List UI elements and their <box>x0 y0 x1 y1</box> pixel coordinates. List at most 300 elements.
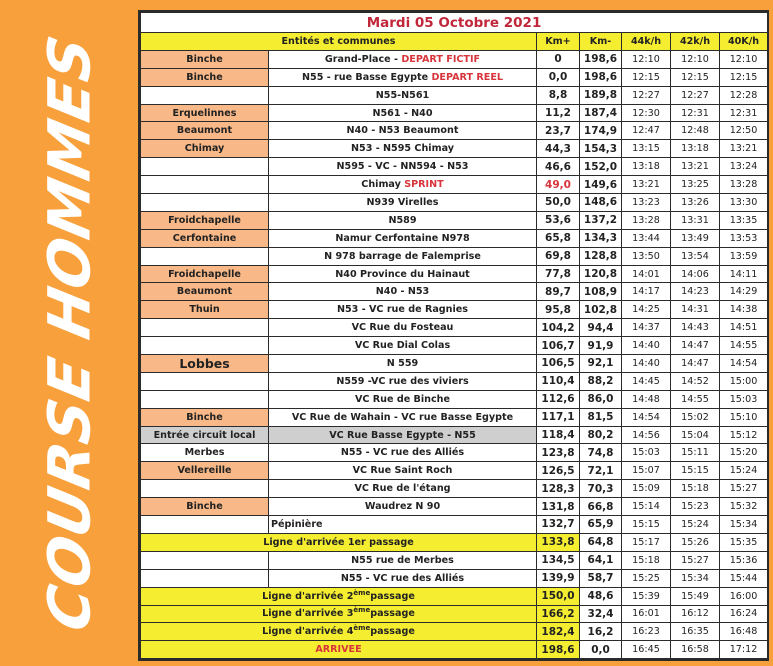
km-minus-cell: 187,4 <box>580 104 622 122</box>
entity-cell: Beaumont <box>141 122 269 140</box>
side-title-text: COURSE HOMMES <box>35 29 104 637</box>
place-label: N559 -VC rue des viviers <box>336 375 469 387</box>
time-42-cell: 13:21 <box>671 158 720 176</box>
km-plus-cell: 46,6 <box>537 158 580 176</box>
time-42-cell: 15:02 <box>671 408 720 426</box>
place-label: VC Rue de Binche <box>354 393 451 405</box>
entity-cell: Merbes <box>141 444 269 462</box>
table-row <box>141 122 768 140</box>
km-minus-cell: 134,3 <box>580 229 622 247</box>
time-44-cell: 14:17 <box>622 283 671 301</box>
place-cell <box>269 462 537 480</box>
place-label: N595 - VC - NN594 - N53 <box>336 161 469 173</box>
time-40-cell: 12:10 <box>720 50 768 68</box>
time-42-cell: 15:34 <box>671 569 720 587</box>
place-suffix: passage <box>370 608 415 620</box>
km-minus-cell: 16,2 <box>580 623 622 641</box>
table-row <box>141 158 768 176</box>
place-cell <box>269 516 537 534</box>
time-42-cell: 15:18 <box>671 480 720 498</box>
km-plus-cell: 106,7 <box>537 337 580 355</box>
km-plus-cell: 132,7 <box>537 516 580 534</box>
km-minus-cell: 64,8 <box>580 533 622 551</box>
time-40-cell: 15:44 <box>720 569 768 587</box>
table-row <box>141 176 768 194</box>
table-row <box>141 337 768 355</box>
place-cell <box>269 480 537 498</box>
km-plus-cell: 23,7 <box>537 122 580 140</box>
km-minus-cell: 48,6 <box>580 587 622 605</box>
time-44-cell: 16:01 <box>622 605 671 623</box>
time-40-cell: 12:50 <box>720 122 768 140</box>
km-minus-cell: 81,5 <box>580 408 622 426</box>
time-44-cell: 15:39 <box>622 587 671 605</box>
entity-cell: Beaumont <box>141 283 269 301</box>
table-row <box>141 50 768 68</box>
time-40-cell: 15:00 <box>720 372 768 390</box>
table-row <box>141 140 768 158</box>
km-plus-cell: 44,3 <box>537 140 580 158</box>
table-row <box>141 229 768 247</box>
km-minus-cell: 198,6 <box>580 50 622 68</box>
km-plus-cell: 139,9 <box>537 569 580 587</box>
place-cell <box>269 176 537 194</box>
place-cell <box>269 498 537 516</box>
place-label: N40 - N53 Beaumont <box>346 125 459 137</box>
place-cell <box>141 623 537 641</box>
km-plus-cell: 128,3 <box>537 480 580 498</box>
entity-cell: Binche <box>141 50 269 68</box>
header-km-minus: Km- <box>580 33 622 51</box>
place-label: N939 Virelles <box>366 196 439 208</box>
time-42-cell: 15:15 <box>671 462 720 480</box>
place-cell <box>269 426 537 444</box>
time-40-cell: 17:12 <box>720 641 768 659</box>
time-44-cell: 13:21 <box>622 176 671 194</box>
entity-cell <box>141 86 269 104</box>
time-42-cell: 15:49 <box>671 587 720 605</box>
table-row <box>141 319 768 337</box>
time-40-cell: 16:48 <box>720 623 768 641</box>
entity-cell <box>141 551 269 569</box>
place-label: Ligne d'arrivée 1er passage <box>263 536 414 548</box>
entity-cell: Thuin <box>141 301 269 319</box>
time-40-cell: 14:51 <box>720 319 768 337</box>
km-minus-cell: 128,8 <box>580 247 622 265</box>
km-plus-cell: 0 <box>537 50 580 68</box>
km-minus-cell: 65,9 <box>580 516 622 534</box>
time-42-cell: 12:31 <box>671 104 720 122</box>
place-label: Chimay <box>361 179 405 191</box>
km-minus-cell: 0,0 <box>580 641 622 659</box>
km-plus-cell: 50,0 <box>537 194 580 212</box>
time-42-cell: 12:10 <box>671 50 720 68</box>
km-plus-cell: 95,8 <box>537 301 580 319</box>
place-cell <box>269 50 537 68</box>
table-row <box>141 68 768 86</box>
time-40-cell: 13:28 <box>720 176 768 194</box>
km-minus-cell: 64,1 <box>580 551 622 569</box>
km-minus-cell: 32,4 <box>580 605 622 623</box>
place-label: N55 rue de Merbes <box>351 554 454 566</box>
time-40-cell: 14:11 <box>720 265 768 283</box>
place-cell <box>269 104 537 122</box>
km-plus-cell: 8,8 <box>537 86 580 104</box>
place-label: Waudrez N 90 <box>364 501 441 513</box>
time-40-cell: 13:21 <box>720 140 768 158</box>
time-44-cell: 13:44 <box>622 229 671 247</box>
table-row <box>141 355 768 373</box>
place-label: VC Rue Saint Roch <box>352 465 453 477</box>
time-44-cell: 13:15 <box>622 140 671 158</box>
place-label: VC Rue de l'étang <box>354 483 451 495</box>
time-40-cell: 15:35 <box>720 533 768 551</box>
time-40-cell: 12:31 <box>720 104 768 122</box>
time-42-cell: 13:26 <box>671 194 720 212</box>
time-42-cell: 14:47 <box>671 355 720 373</box>
place-label: Pépinière <box>271 518 323 530</box>
time-44-cell: 14:40 <box>622 337 671 355</box>
header-entites: Entités et communes <box>141 33 537 51</box>
place-label: N55 - VC rue des Alliés <box>340 572 465 584</box>
time-42-cell: 13:54 <box>671 247 720 265</box>
time-42-cell: 13:49 <box>671 229 720 247</box>
time-44-cell: 14:45 <box>622 372 671 390</box>
km-minus-cell: 148,6 <box>580 194 622 212</box>
time-42-cell: 13:18 <box>671 140 720 158</box>
time-44-cell: 15:14 <box>622 498 671 516</box>
km-plus-cell: 11,2 <box>537 104 580 122</box>
km-minus-cell: 66,8 <box>580 498 622 516</box>
time-44-cell: 15:17 <box>622 533 671 551</box>
time-44-cell: 15:03 <box>622 444 671 462</box>
place-cell <box>269 569 537 587</box>
place-ordinal: ème <box>353 624 371 633</box>
place-cell <box>269 158 537 176</box>
time-40-cell: 15:20 <box>720 444 768 462</box>
time-44-cell: 13:50 <box>622 247 671 265</box>
km-plus-cell: 49,0 <box>537 176 580 194</box>
time-44-cell: 12:30 <box>622 104 671 122</box>
schedule-table <box>140 12 768 659</box>
time-40-cell: 14:55 <box>720 337 768 355</box>
table-row <box>141 372 768 390</box>
place-label: N 559 <box>386 357 419 369</box>
place-cell <box>269 444 537 462</box>
entity-cell: Binche <box>141 68 269 86</box>
place-label: N55 - VC rue des Alliés <box>340 447 465 459</box>
place-cell <box>269 408 537 426</box>
km-plus-cell: 123,8 <box>537 444 580 462</box>
table-row <box>141 462 768 480</box>
time-44-cell: 15:18 <box>622 551 671 569</box>
km-plus-cell: 182,4 <box>537 623 580 641</box>
table-row <box>141 408 768 426</box>
table-row <box>141 444 768 462</box>
place-label: Ligne d'arrivée 2 <box>262 590 354 602</box>
place-cell <box>141 587 537 605</box>
table-row <box>141 86 768 104</box>
place-highlight: ARRIVEE <box>315 644 362 656</box>
km-minus-cell: 86,0 <box>580 390 622 408</box>
km-minus-cell: 152,0 <box>580 158 622 176</box>
km-minus-cell: 149,6 <box>580 176 622 194</box>
place-highlight: DEPART REEL <box>431 71 504 83</box>
place-ordinal: ème <box>353 606 371 615</box>
table-row <box>141 265 768 283</box>
km-minus-cell: 154,3 <box>580 140 622 158</box>
schedule-rows <box>141 50 768 658</box>
time-44-cell: 12:47 <box>622 122 671 140</box>
place-cell <box>269 372 537 390</box>
km-plus-cell: 53,6 <box>537 211 580 229</box>
time-40-cell: 14:38 <box>720 301 768 319</box>
km-plus-cell: 112,6 <box>537 390 580 408</box>
time-44-cell: 16:45 <box>622 641 671 659</box>
table-row <box>141 104 768 122</box>
time-44-cell: 13:23 <box>622 194 671 212</box>
time-44-cell: 15:15 <box>622 516 671 534</box>
time-44-cell: 14:48 <box>622 390 671 408</box>
table-row <box>141 533 768 551</box>
time-42-cell: 14:43 <box>671 319 720 337</box>
place-cell <box>141 605 537 623</box>
place-label: VC Rue Basse Egypte - N55 <box>329 429 476 441</box>
place-cell <box>269 211 537 229</box>
km-minus-cell: 92,1 <box>580 355 622 373</box>
km-minus-cell: 80,2 <box>580 426 622 444</box>
km-minus-cell: 88,2 <box>580 372 622 390</box>
entity-cell: Froidchapelle <box>141 265 269 283</box>
place-label: N40 - N53 <box>375 286 430 298</box>
entity-cell: Chimay <box>141 140 269 158</box>
place-label: N55 - rue Basse Egypte <box>301 71 432 83</box>
time-40-cell: 15:36 <box>720 551 768 569</box>
place-cell <box>269 355 537 373</box>
km-minus-cell: 198,6 <box>580 68 622 86</box>
table-row <box>141 605 768 623</box>
time-44-cell: 16:23 <box>622 623 671 641</box>
time-40-cell: 13:30 <box>720 194 768 212</box>
time-42-cell: 14:52 <box>671 372 720 390</box>
place-cell <box>269 390 537 408</box>
entity-cell <box>141 337 269 355</box>
time-40-cell: 15:32 <box>720 498 768 516</box>
km-plus-cell: 104,2 <box>537 319 580 337</box>
km-plus-cell: 150,0 <box>537 587 580 605</box>
table-row <box>141 301 768 319</box>
table-row <box>141 480 768 498</box>
place-label: VC Rue du Fosteau <box>351 322 454 334</box>
time-40-cell: 13:24 <box>720 158 768 176</box>
km-minus-cell: 74,8 <box>580 444 622 462</box>
place-label: Ligne d'arrivée 3 <box>262 608 354 620</box>
time-40-cell: 13:53 <box>720 229 768 247</box>
table-row <box>141 211 768 229</box>
time-44-cell: 13:28 <box>622 211 671 229</box>
time-40-cell: 15:12 <box>720 426 768 444</box>
entity-cell: Erquelinnes <box>141 104 269 122</box>
place-cell <box>269 229 537 247</box>
table-row <box>141 498 768 516</box>
km-plus-cell: 133,8 <box>537 533 580 551</box>
time-42-cell: 15:24 <box>671 516 720 534</box>
entity-cell: Binche <box>141 408 269 426</box>
time-42-cell: 12:48 <box>671 122 720 140</box>
table-row <box>141 194 768 212</box>
time-42-cell: 15:27 <box>671 551 720 569</box>
km-minus-cell: 174,9 <box>580 122 622 140</box>
km-plus-cell: 89,7 <box>537 283 580 301</box>
header-speed-44: 44k/h <box>622 33 671 51</box>
time-44-cell: 13:18 <box>622 158 671 176</box>
km-plus-cell: 106,5 <box>537 355 580 373</box>
km-plus-cell: 0,0 <box>537 68 580 86</box>
time-42-cell: 13:31 <box>671 211 720 229</box>
place-cell <box>269 122 537 140</box>
place-label: N 978 barrage de Falemprise <box>324 250 481 262</box>
entity-cell <box>141 372 269 390</box>
time-44-cell: 14:54 <box>622 408 671 426</box>
place-cell <box>269 265 537 283</box>
km-minus-cell: 72,1 <box>580 462 622 480</box>
time-42-cell: 15:04 <box>671 426 720 444</box>
entity-cell: Lobbes <box>141 355 269 373</box>
place-ordinal: ème <box>353 588 371 597</box>
table-row <box>141 247 768 265</box>
time-42-cell: 14:55 <box>671 390 720 408</box>
time-44-cell: 15:25 <box>622 569 671 587</box>
entity-cell <box>141 158 269 176</box>
side-title <box>8 2 130 664</box>
entity-cell: Entrée circuit local <box>141 426 269 444</box>
place-label: N55-N561 <box>375 89 430 101</box>
time-40-cell: 15:10 <box>720 408 768 426</box>
place-cell <box>269 68 537 86</box>
km-plus-cell: 77,8 <box>537 265 580 283</box>
place-label: N53 - N595 Chimay <box>350 143 455 155</box>
time-42-cell: 14:47 <box>671 337 720 355</box>
km-minus-cell: 137,2 <box>580 211 622 229</box>
time-42-cell: 14:23 <box>671 283 720 301</box>
place-cell <box>269 301 537 319</box>
place-cell <box>269 86 537 104</box>
place-label: Ligne d'arrivée 4 <box>262 626 354 638</box>
header-speed-40: 40K/h <box>720 33 768 51</box>
time-42-cell: 16:35 <box>671 623 720 641</box>
table-row <box>141 623 768 641</box>
table-row <box>141 587 768 605</box>
entity-cell <box>141 247 269 265</box>
place-suffix: passage <box>370 626 415 638</box>
place-suffix: passage <box>370 590 415 602</box>
time-44-cell: 12:27 <box>622 86 671 104</box>
time-44-cell: 14:37 <box>622 319 671 337</box>
place-cell <box>269 337 537 355</box>
time-44-cell: 14:25 <box>622 301 671 319</box>
time-40-cell: 16:24 <box>720 605 768 623</box>
entity-cell <box>141 569 269 587</box>
time-40-cell: 13:35 <box>720 211 768 229</box>
entity-cell <box>141 390 269 408</box>
time-40-cell: 12:15 <box>720 68 768 86</box>
table-row <box>141 516 768 534</box>
time-44-cell: 12:10 <box>622 50 671 68</box>
time-40-cell: 16:00 <box>720 587 768 605</box>
entity-cell <box>141 516 269 534</box>
km-plus-cell: 117,1 <box>537 408 580 426</box>
place-label: N40 Province du Hainaut <box>335 268 470 280</box>
time-44-cell: 12:15 <box>622 68 671 86</box>
table-row <box>141 390 768 408</box>
header-row <box>141 33 768 51</box>
place-label: VC Rue Dial Colas <box>354 340 451 352</box>
table-row <box>141 569 768 587</box>
place-label: VC Rue de Wahain - VC rue Basse Egypte <box>291 411 514 423</box>
km-plus-cell: 198,6 <box>537 641 580 659</box>
km-minus-cell: 189,8 <box>580 86 622 104</box>
km-plus-cell: 65,8 <box>537 229 580 247</box>
time-44-cell: 15:09 <box>622 480 671 498</box>
km-plus-cell: 166,2 <box>537 605 580 623</box>
time-42-cell: 15:23 <box>671 498 720 516</box>
table-row <box>141 641 768 659</box>
entity-cell <box>141 319 269 337</box>
time-42-cell: 16:12 <box>671 605 720 623</box>
place-cell <box>141 533 537 551</box>
time-42-cell: 12:15 <box>671 68 720 86</box>
time-42-cell: 16:58 <box>671 641 720 659</box>
time-44-cell: 14:56 <box>622 426 671 444</box>
km-plus-cell: 69,8 <box>537 247 580 265</box>
km-minus-cell: 102,8 <box>580 301 622 319</box>
time-40-cell: 13:59 <box>720 247 768 265</box>
entity-cell: Vellereille <box>141 462 269 480</box>
km-plus-cell: 110,4 <box>537 372 580 390</box>
time-42-cell: 14:06 <box>671 265 720 283</box>
time-42-cell: 14:31 <box>671 301 720 319</box>
place-highlight: DEPART FICTIF <box>401 53 481 65</box>
place-cell <box>269 551 537 569</box>
time-40-cell: 15:24 <box>720 462 768 480</box>
km-plus-cell: 131,8 <box>537 498 580 516</box>
entity-cell: Binche <box>141 498 269 516</box>
km-minus-cell: 91,9 <box>580 337 622 355</box>
time-40-cell: 14:29 <box>720 283 768 301</box>
time-40-cell: 14:54 <box>720 355 768 373</box>
place-cell <box>269 283 537 301</box>
time-44-cell: 15:07 <box>622 462 671 480</box>
place-label: N561 - N40 <box>372 107 433 119</box>
place-highlight: SPRINT <box>404 179 444 191</box>
schedule-table-wrapper <box>138 10 769 661</box>
header-km-plus: Km+ <box>537 33 580 51</box>
place-label: Grand-Place - <box>324 53 402 65</box>
time-44-cell: 14:01 <box>622 265 671 283</box>
place-label: N589 <box>388 214 417 226</box>
entity-cell <box>141 480 269 498</box>
table-row <box>141 283 768 301</box>
km-plus-cell: 126,5 <box>537 462 580 480</box>
km-plus-cell: 134,5 <box>537 551 580 569</box>
time-42-cell: 13:25 <box>671 176 720 194</box>
place-cell <box>269 140 537 158</box>
time-40-cell: 15:27 <box>720 480 768 498</box>
header-speed-42: 42k/h <box>671 33 720 51</box>
page-title: Mardi 05 Octobre 2021 <box>141 13 768 33</box>
km-plus-cell: 118,4 <box>537 426 580 444</box>
entity-cell <box>141 194 269 212</box>
